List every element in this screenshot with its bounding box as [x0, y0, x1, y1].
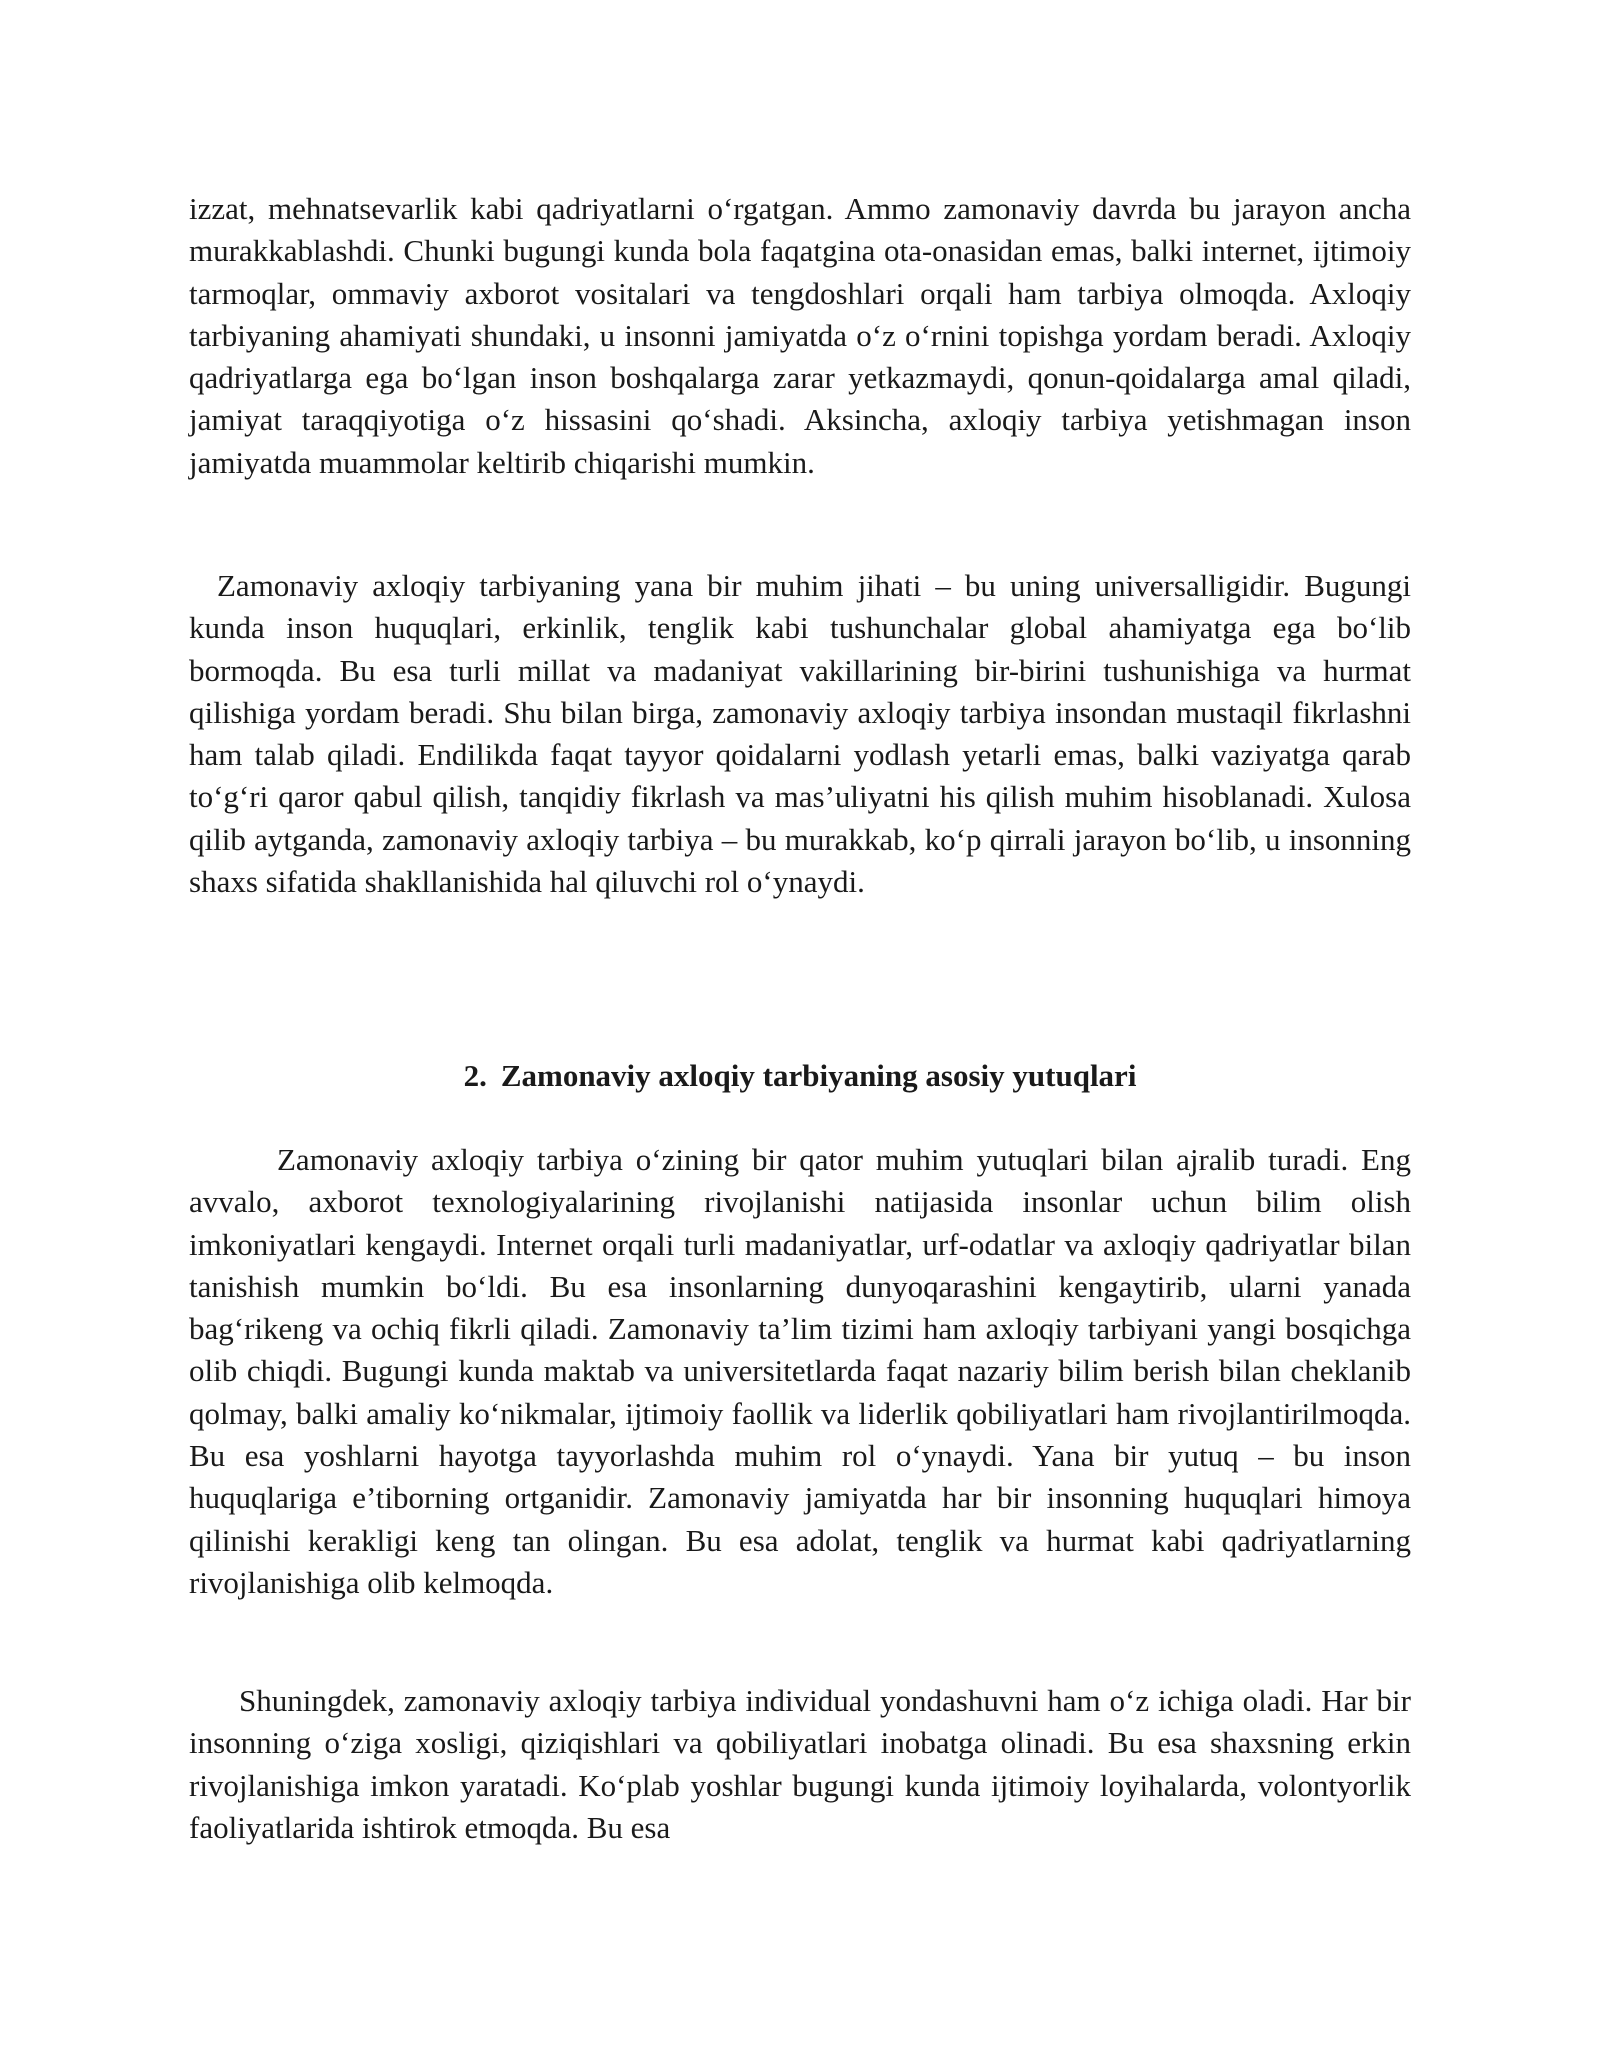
section-heading-number: 2. [463, 1058, 487, 1093]
body-paragraph-4: Shuningdek, zamonaviy axloqiy tarbiya individual yondashuvni ham o‘z ichiga oladi. Har bir insonning o‘ziga xosligi, qiziqishlari va qobiliyatlari inobatga olinadi. Bu esa shaxsning erkin rivojlanishiga imkon yaratadi. Ko‘plab yoshlar bugungi kunda ijtimoiy loyihalarda, volontyorlik faoliyatlarida ishtirok etmoqda. Bu esa [189, 1683, 1411, 1845]
body-paragraph-3: Zamonaviy axloqiy tarbiya o‘zining bir qator muhim yutuqlari bilan ajralib turadi. Eng avvalo, axborot texnologiyalarining rivojlanishi natijasida insonlar uchun bilim olish imkoniyatlari kengaydi. Internet orqali turli madaniyatlar, urf-odatlar va axloqiy qadriyatlar bilan tanishish mumkin bo‘ldi. Bu esa insonlarning dunyoqarashini kengaytirib, ularni yanada bag‘rikeng va ochiq fikrli qiladi. Zamonaviy ta’lim tizimi ham axloqiy tarbiyani yangi bosqichga olib chiqdi. Bugungi kunda maktab va universitetlarda faqat nazariy bilim berish bilan cheklanib qolmay, balki amaliy ko‘nikmalar, ijtimoiy faollik va liderlik qobiliyatlari ham rivojlantirilmoqda. Bu esa yoshlarni hayotga tayyorlashda muhim rol o‘ynaydi. Yana bir yutuq – bu inson huquqlariga e’tiborning ortganidir. Zamonaviy jamiyatda har bir insonning huquqlari himoya qilinishi kerakligi keng tan olingan. Bu esa adolat, tenglik va hurmat kabi qadriyatlarning rivojlanishiga olib kelmoqda. [189, 1142, 1411, 1600]
body-paragraph-2: Zamonaviy axloqiy tarbiyaning yana bir muhim jihati – bu uning universalligidir. Bugungi kunda inson huquqlari, erkinlik, tenglik kabi tushunchalar global ahamiyatga ega bo‘lib bormoqda. Bu esa turli millat va madaniyat vakillarining bir-birini tushunishiga va hurmat qilishiga yordam beradi. Shu bilan birga, zamonaviy axloqiy tarbiya insondan mustaqil fikrlashni ham talab qiladi. Endilikda faqat tayyor qoidalarni yodlash yetarli emas, balki vaziyatga qarab to‘g‘ri qaror qabul qilish, tanqidiy fikrlash va mas’uliyatni his qilish muhim hisoblanadi. Xulosa qilib aytganda, zamonaviy axloqiy tarbiya – bu murakkab, ko‘p qirrali jarayon bo‘lib, u insonning shaxs sifatida shakllanishida hal qiluvchi rol o‘ynaydi. [189, 568, 1411, 900]
section-heading [189, 1055, 1411, 1097]
section-heading-text: Zamonaviy axloqiy tarbiyaning asosiy yutuqlari [500, 1058, 1137, 1093]
body-paragraph-1: izzat, mehnatsevarlik kabi qadriyatlarni o‘rgatgan. Ammo zamonaviy davrda bu jarayon ancha murakkablashdi. Chunki bugungi kunda bola faqatgina ota-onasidan emas, balki internet, ijtimoiy tarmoqlar, ommaviy axborot vositalari va tengdoshlari orqali ham tarbiya olmoqda. Axloqiy tarbiyaning ahamiyati shundaki, u insonni jamiyatda o‘z o‘rnini topishga yordam beradi. Axloqiy qadriyatlarga ega bo‘lgan inson boshqalarga zarar yetkazmaydi, qonun-qoidalarga amal qiladi, jamiyat taraqqiyotiga o‘z hissasini qo‘shadi. Aksincha, axloqiy tarbiya yetishmagan inson jamiyatda muammolar keltirib chiqarishi mumkin. [189, 191, 1411, 480]
